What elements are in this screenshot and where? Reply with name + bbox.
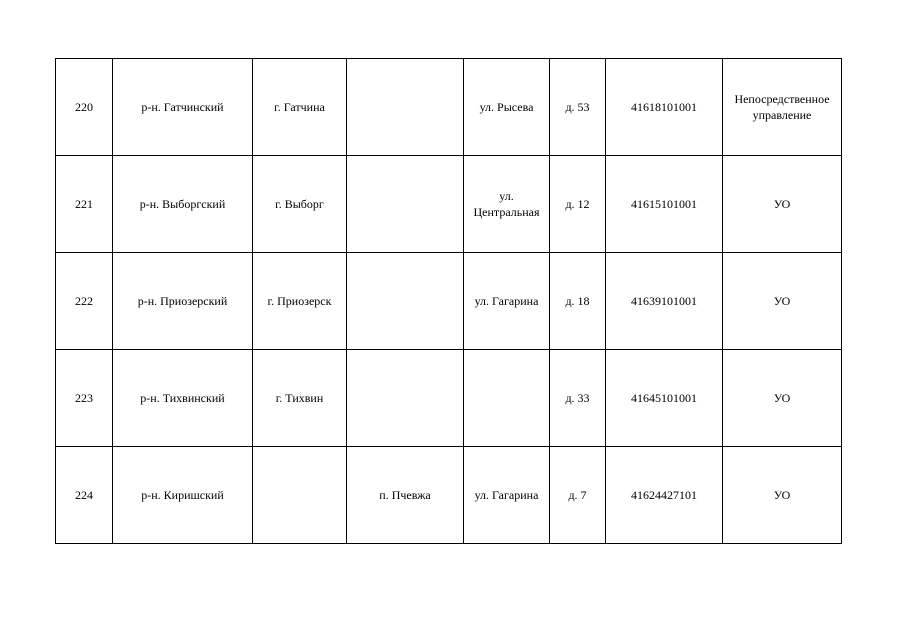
table-row — [56, 253, 842, 350]
settlement-cell — [347, 350, 464, 447]
city-cell: г. Выборг — [253, 156, 347, 253]
settlement-cell: п. Пчевжа — [347, 447, 464, 544]
management-method-cell: УО — [723, 253, 842, 350]
table-row — [56, 59, 842, 156]
city-cell: г. Тихвин — [253, 350, 347, 447]
oktmo-code-cell: 41624427101 — [606, 447, 723, 544]
district-cell: р-н. Тихвинский — [113, 350, 253, 447]
street-cell: ул. Рысева — [464, 59, 550, 156]
row-number-cell: 221 — [56, 156, 113, 253]
table-row — [56, 447, 842, 544]
city-cell — [253, 447, 347, 544]
settlement-cell — [347, 253, 464, 350]
street-cell: ул. Гагарина — [464, 447, 550, 544]
district-cell: р-н. Выборгский — [113, 156, 253, 253]
house-cell: д. 33 — [550, 350, 606, 447]
city-cell: г. Приозерск — [253, 253, 347, 350]
management-method-cell: УО — [723, 350, 842, 447]
oktmo-code-cell: 41618101001 — [606, 59, 723, 156]
settlement-cell — [347, 59, 464, 156]
district-cell: р-н. Гатчинский — [113, 59, 253, 156]
row-number-cell: 220 — [56, 59, 113, 156]
street-cell: ул. Центральная — [464, 156, 550, 253]
oktmo-code-cell: 41615101001 — [606, 156, 723, 253]
city-cell: г. Гатчина — [253, 59, 347, 156]
district-cell: р-н. Приозерский — [113, 253, 253, 350]
settlement-cell — [347, 156, 464, 253]
table-row — [56, 350, 842, 447]
house-cell: д. 53 — [550, 59, 606, 156]
house-cell: д. 12 — [550, 156, 606, 253]
row-number-cell: 223 — [56, 350, 113, 447]
street-cell: ул. Гагарина — [464, 253, 550, 350]
management-method-cell: УО — [723, 447, 842, 544]
oktmo-code-cell: 41639101001 — [606, 253, 723, 350]
district-cell: р-н. Киришский — [113, 447, 253, 544]
house-cell: д. 18 — [550, 253, 606, 350]
table-row — [56, 156, 842, 253]
records-table — [55, 58, 842, 544]
house-cell: д. 7 — [550, 447, 606, 544]
street-cell — [464, 350, 550, 447]
oktmo-code-cell: 41645101001 — [606, 350, 723, 447]
row-number-cell: 222 — [56, 253, 113, 350]
row-number-cell: 224 — [56, 447, 113, 544]
management-method-cell: Непосредственное управление — [723, 59, 842, 156]
management-method-cell: УО — [723, 156, 842, 253]
